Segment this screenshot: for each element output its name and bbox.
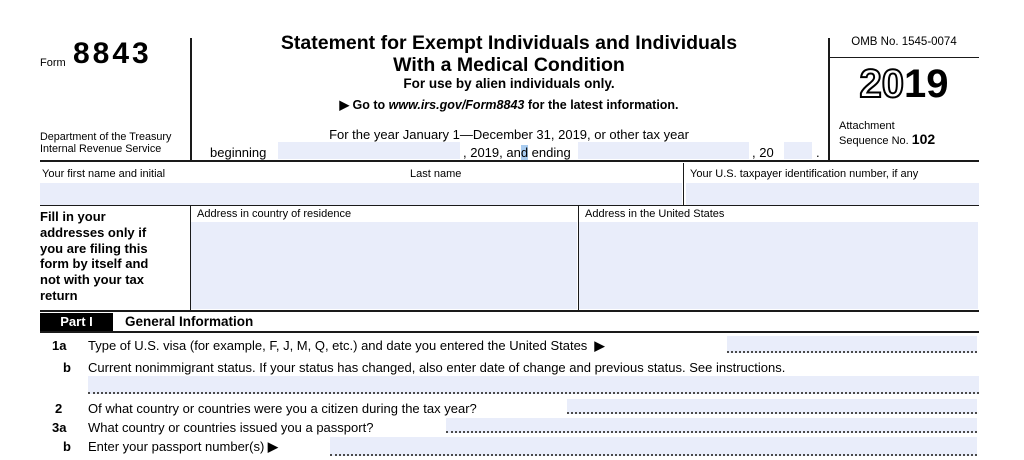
year-prefix-label: , 20 [752,145,774,160]
q3b-arrow-icon: ▶ [267,439,278,454]
tin-label: Your U.S. taxpayer identification number, if any [690,168,919,180]
part1-title: General Information [125,314,254,329]
tax-year-outline-digits: 20 [859,62,904,106]
tax-year-ending-input[interactable] [578,142,749,159]
us-address-input[interactable] [579,222,978,309]
sequence-number: 102 [911,131,936,147]
ending-label-pre: , 2019, an [463,145,521,160]
goto-suffix: for the latest information. [524,98,679,112]
attachment-word: Attachment [839,120,895,132]
passport-number-input[interactable] [330,437,977,456]
address-instruction-note: Fill in your addresses only if you are filing this form by itself and not with your tax return [40,209,149,303]
us-address-label: Address in the United States [585,208,725,220]
form-title-line2: With a Medical Condition [393,53,625,76]
agency-line2: Internal Revenue Service [40,142,162,155]
residence-address-input[interactable] [191,222,577,309]
tax-year-beginning-input[interactable] [278,142,460,159]
citizenship-country-input[interactable] [567,399,977,414]
q1a-number: 1a [52,338,67,353]
form-title-line1: Statement for Exempt Individuals and Individuals [280,32,738,54]
form-word-label: Form [40,57,66,69]
address-row-bottom-border [40,310,979,312]
goto-prefix: Go to [352,98,389,112]
tax-year-line: For the year January 1—December 31, 2019, or other tax year [329,127,689,142]
omb-number: OMB No. 1545-0074 [851,36,957,48]
passport-country-input[interactable] [446,418,977,433]
agency-line1: Department of the Treasury [40,131,172,143]
agency-name [40,132,171,156]
ending-label [463,145,571,160]
q3b-text [88,439,278,455]
name-row-bottom-border [40,205,979,206]
q3b-question: Enter your passport number(s) [88,439,265,454]
q3a-text: What country or countries issued you a passport? [88,420,374,435]
sequence-label: Sequence No. [839,135,912,147]
nonimmigrant-status-input[interactable] [88,376,979,394]
goto-url: www.irs.gov/Form8843 [388,98,525,112]
form-subtitle: For use by alien individuals only. [403,76,615,91]
q1a-arrow-icon: ▶ [594,338,605,353]
sequence-line [839,133,935,148]
q1a-question: Type of U.S. visa (for example, F, J, M, Q, etc.) and date you entered the United States [88,338,588,353]
omb-underline [828,57,979,58]
last-name-label: Last name [410,168,462,180]
form-title [190,33,828,76]
ending-label-post: ending [528,145,571,160]
tin-input[interactable] [686,183,979,205]
attachment-sequence [839,120,935,148]
q2-text: Of what country or countries were you a citizen during the tax year? [88,401,477,416]
q2-number: 2 [55,401,63,416]
part1-underline [40,331,979,333]
period-label: . [816,145,820,160]
q3a-number: 3a [52,420,67,435]
part1-badge: Part I [40,313,113,331]
residence-address-label: Address in country of residence [197,208,352,220]
first-name-label: Your first name and initial [42,168,166,180]
beginning-label: beginning [210,145,267,160]
ending-label-selected-char: d [520,145,529,160]
header-bottom-border [40,160,979,162]
right-arrow-icon: ▶ [339,98,350,112]
q1b-number: b [63,360,71,375]
goto-line [190,97,828,112]
q3b-number: b [63,439,71,454]
name-row-divider [683,163,684,205]
tax-year-solid-digits: 19 [904,62,949,106]
name-input[interactable] [40,183,682,205]
visa-type-date-input[interactable] [727,336,977,353]
tax-year-badge [829,64,979,104]
q1a-text [88,338,605,354]
tax-year-ending-year-input[interactable] [784,142,812,159]
q1b-text: Current nonimmigrant status. If your status has changed, also enter date of change and previous status. See instructions. [88,360,786,375]
form-number: 8843 [73,37,152,70]
